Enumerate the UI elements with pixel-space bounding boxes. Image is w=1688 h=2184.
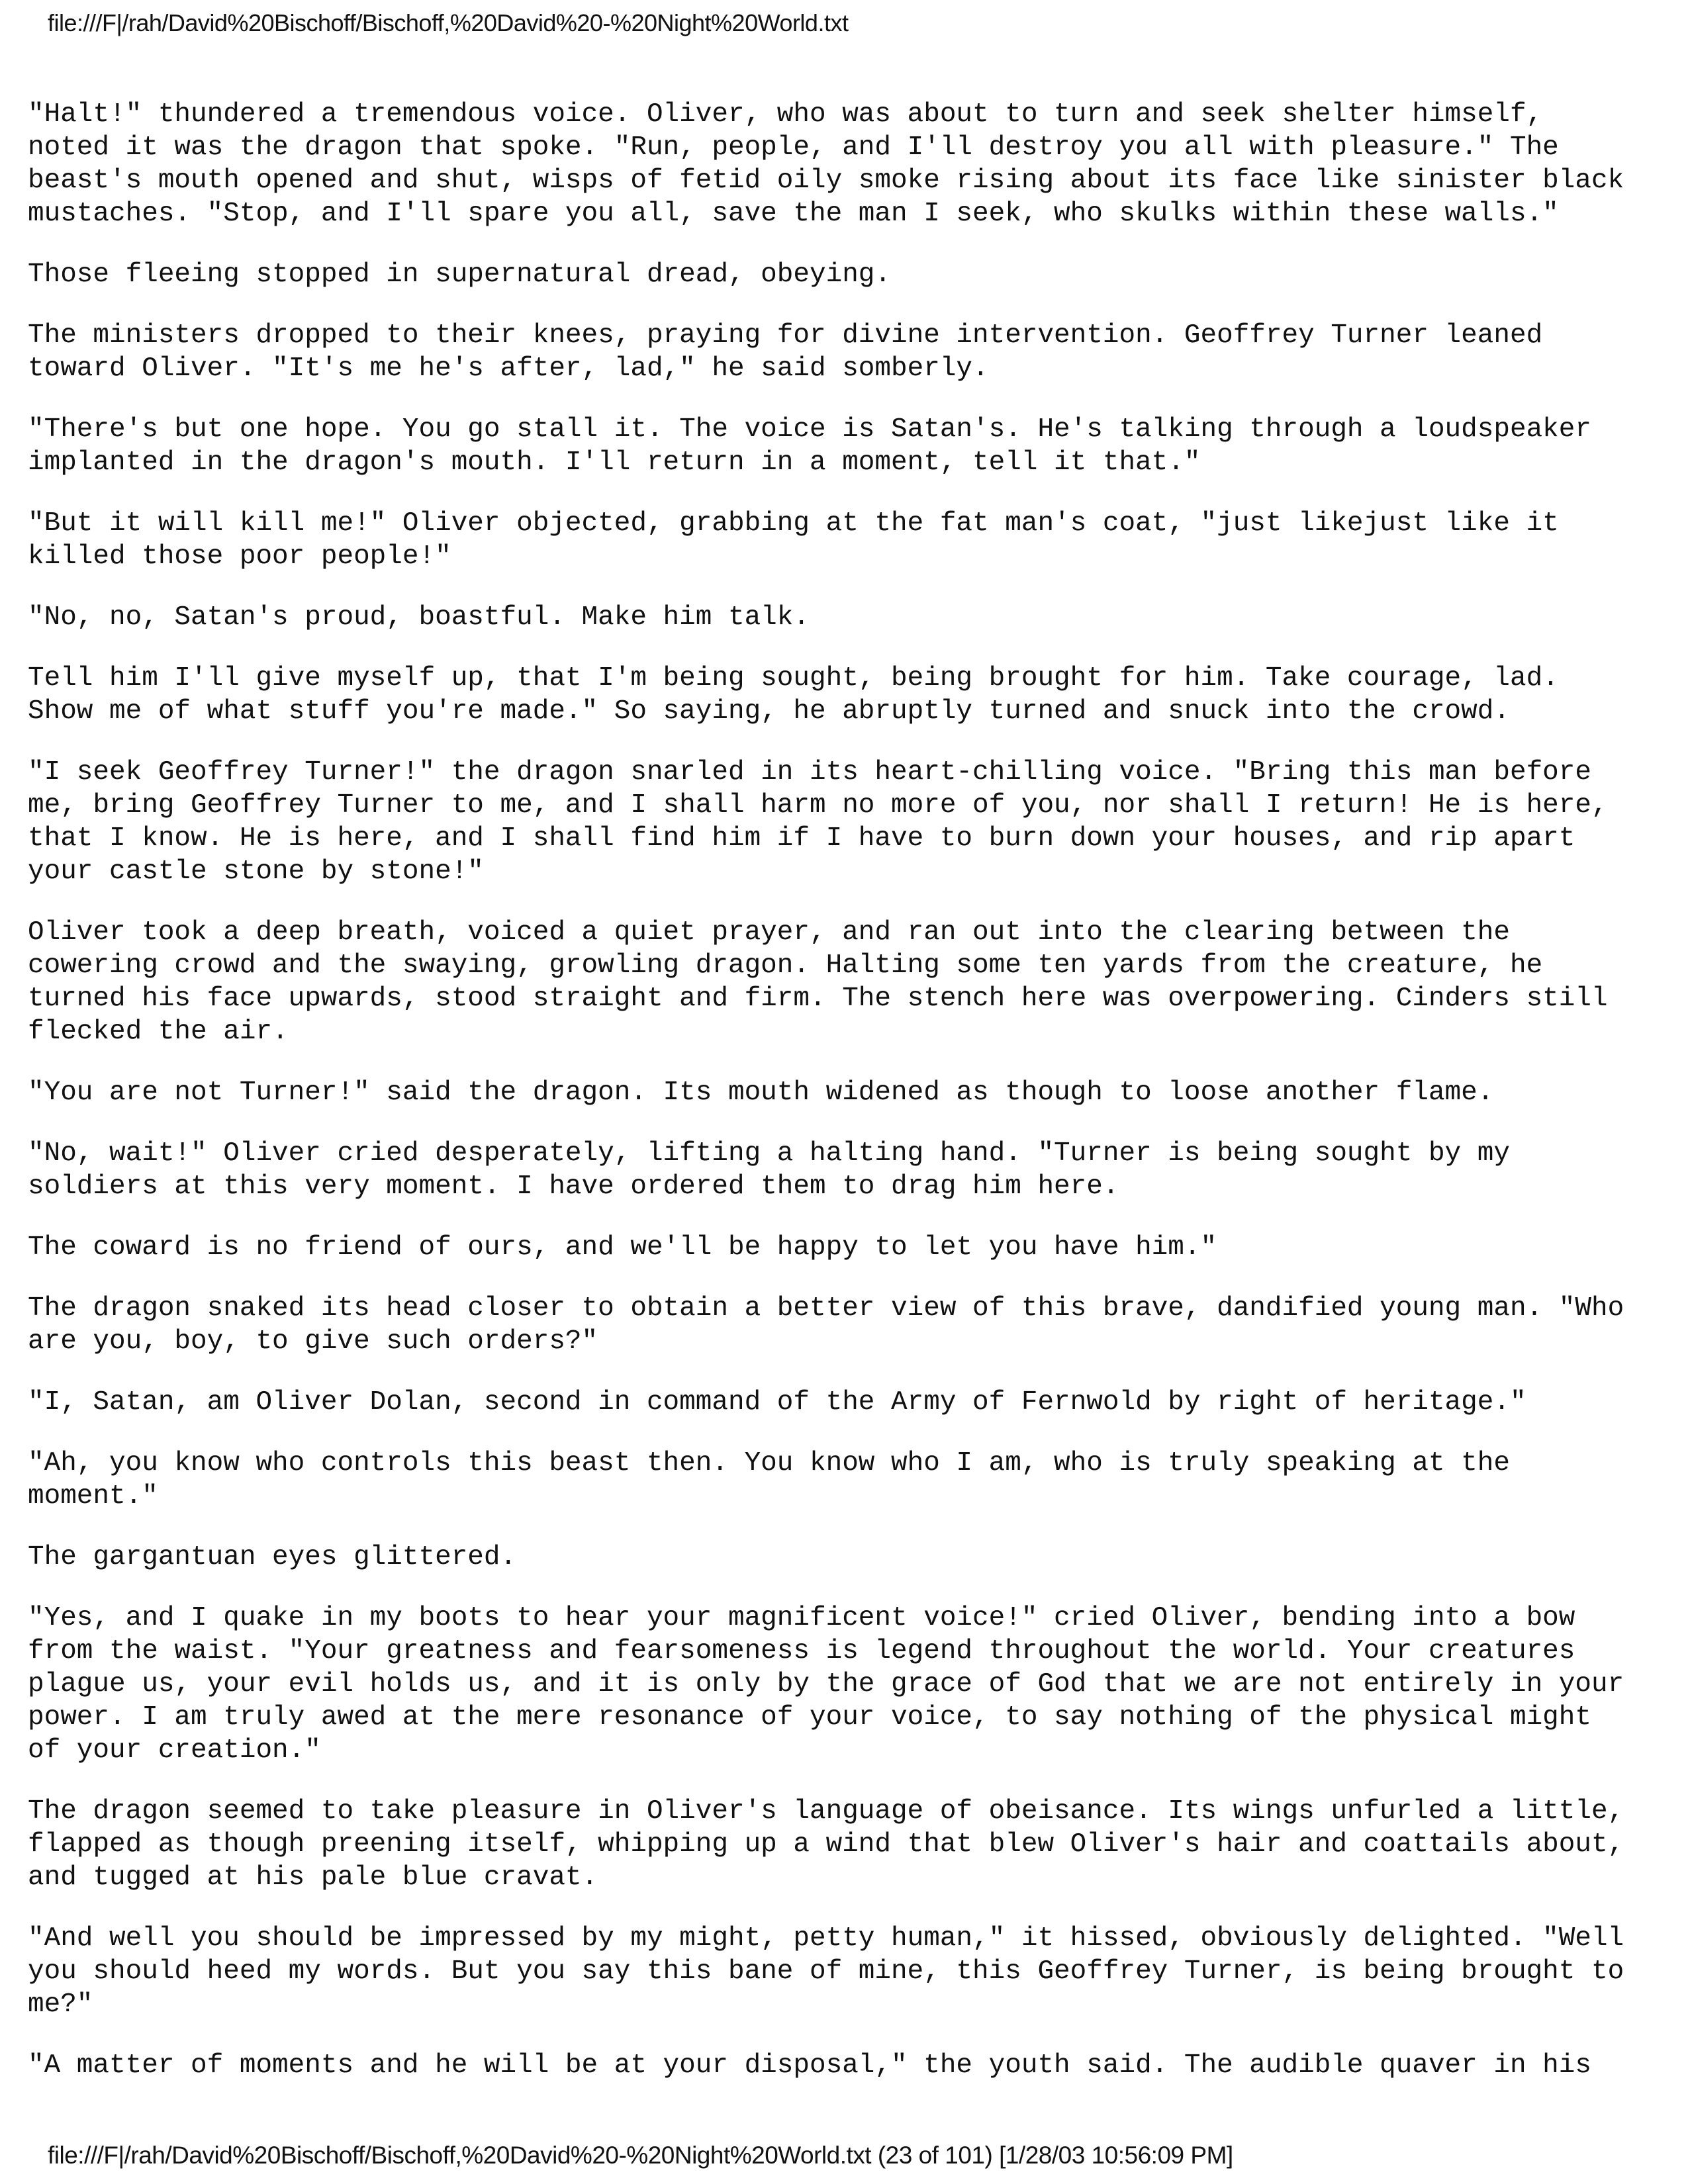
paragraph: The dragon snaked its head closer to obtain a better view of this brave, dandified young man. "Who are you, boy, to give such orders?" [28,1293,1624,1357]
paragraph: The gargantuan eyes glittered. [28,1542,517,1572]
paragraph: "No, no, Satan's proud, boastful. Make him talk. [28,602,810,633]
paragraph: The dragon seemed to take pleasure in Oliver's language of obeisance. Its wings unfurled a little, flapped as though preening itself, whipping up a wind that blew Oliver's hair and coattails about, and tugged at his pale blue cravat. [28,1796,1624,1893]
paragraph: "Yes, and I quake in my boots to hear your magnificent voice!" cried Oliver, bending into a bow from the waist. "Your greatness and fearsomeness is legend throughout the world. Your creatures plague us, your evil holds us, and it is only by the grace of God that we are not entirely in your power. I am truly awed at the mere resonance of your voice, to say nothing of the physical might of your creation." [28,1603,1624,1766]
paragraph: "Halt!" thundered a tremendous voice. Oliver, who was about to turn and seek shelter himself, noted it was the dragon that spoke. "Run, people, and I'll destroy you all with pleasure." The beast's mouth opened and shut, wisps of fetid oily smoke rising about its face like sinister black mustaches. "Stop, and I'll spare you all, save the man I seek, who skulks within these walls." [28,99,1624,229]
paragraph: Those fleeing stopped in supernatural dread, obeying. [28,259,892,290]
paragraph: The ministers dropped to their knees, praying for divine intervention. Geoffrey Turner leaned toward Oliver. "It's me he's after, lad," he said somberly. [28,320,1543,384]
paragraph: "I, Satan, am Oliver Dolan, second in command of the Army of Fernwold by right of heritage." [28,1387,1526,1418]
paragraph: "But it will kill me!" Oliver objected, grabbing at the fat man's coat, "just likejust like it killed those poor people!" [28,508,1559,572]
paragraph: "And well you should be impressed by my might, petty human," it hissed, obviously delighted. "Well you should heed my words. But you say this bane of mine, this Geoffrey Turner, is being brought to me?" [28,1923,1624,2020]
paragraph: "I seek Geoffrey Turner!" the dragon snarled in its heart-chilling voice. "Bring this man before me, bring Geoffrey Turner to me, and I shall harm no more of you, nor shall I return! He is here, that I know. He is here, and I shall find him if I have to burn down your houses, and rip apart your castle stone by stone!" [28,757,1608,887]
page-footer: file:///F|/rah/David%20Bischoff/Bischoff,%20David%20-%20Night%20World.txt (23 of 101) [1/28/03 10:56:09 PM] [48,2142,1233,2169]
paragraph: "A matter of moments and he will be at your disposal," the youth said. The audible quaver in his [28,2050,1591,2081]
document-body [28,98,1663,2110]
page-header-url: file:///F|/rah/David%20Bischoff/Bischoff,%20David%20-%20Night%20World.txt [48,9,849,36]
paragraph: "No, wait!" Oliver cried desperately, lifting a halting hand. "Turner is being sought by my soldiers at this very moment. I have ordered them to drag him here. [28,1138,1510,1202]
paragraph: Tell him I'll give myself up, that I'm being sought, being brought for him. Take courage, lad. Show me of what stuff you're made." So saying, he abruptly turned and snuck into the crowd. [28,663,1559,727]
paragraph: Oliver took a deep breath, voiced a quiet prayer, and ran out into the clearing between the cowering crowd and the swaying, growling dragon. Halting some ten yards from the creature, he turned his face upwards, stood straight and firm. The stench here was overpowering. Cinders still flecked the air. [28,917,1608,1047]
paragraph: The coward is no friend of ours, and we'll be happy to let you have him." [28,1232,1217,1263]
paragraph: "There's but one hope. You go stall it. The voice is Satan's. He's talking through a loudspeaker implanted in the dragon's mouth. I'll return in a moment, tell it that." [28,414,1591,478]
paragraph: "Ah, you know who controls this beast then. You know who I am, who is truly speaking at the moment." [28,1448,1510,1512]
paragraph: "You are not Turner!" said the dragon. Its mouth widened as though to loose another flame. [28,1077,1494,1108]
